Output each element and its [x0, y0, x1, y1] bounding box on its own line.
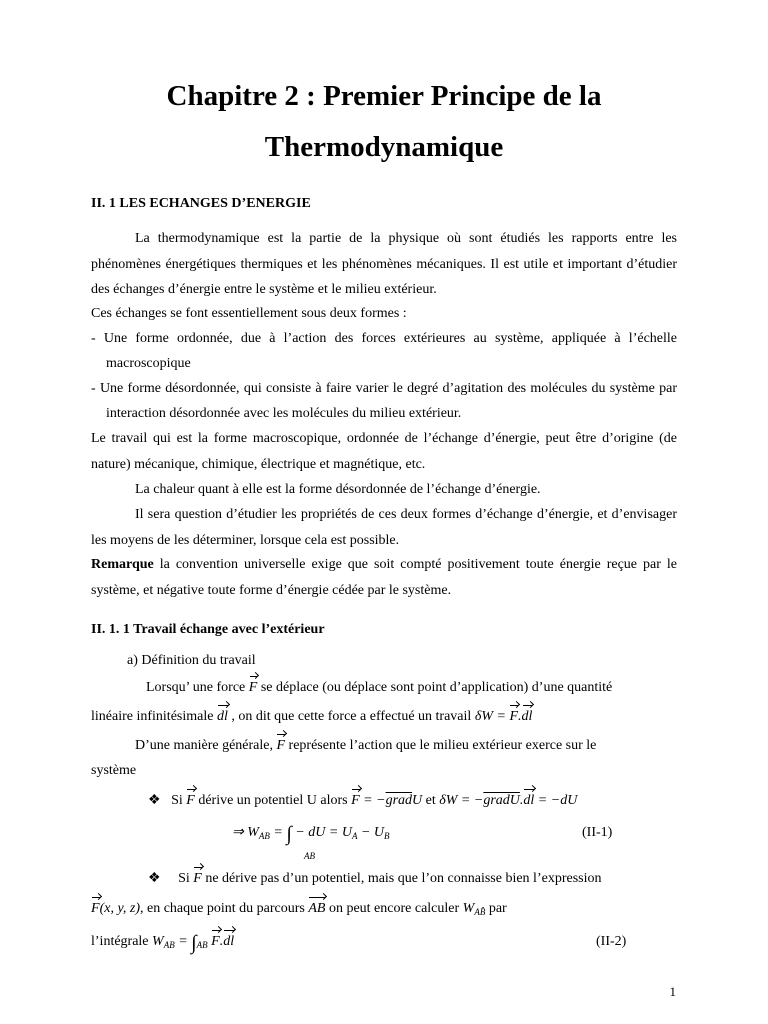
- integral-equation-2: $W_{AB} = \int_{AB}$ F.dl: [152, 932, 235, 954]
- diamond-bullet-icon: ❖: [148, 793, 161, 808]
- remark-text: la convention universelle exige que soit compté positivement toute énergie reçue par le système, et négative toute forme d’énergie cédée par le système.: [91, 557, 677, 598]
- integral-bounds: AB: [304, 851, 315, 861]
- paragraph-properties: Il sera question d’étudier les propriétés de ces deux formes d’échange d’énergie, et d’envisager les moyens de les déterminer, lorsque cela est possible.: [91, 507, 677, 548]
- definition-line-1: Lorsqu’ une force F se déplace (ou déplace sont point d’application) d’une quantité: [146, 678, 612, 698]
- bullet-disordered-form: - Une forme désordonnée, qui consiste à faire varier le degré d’agitation des molécules du système par interaction désordonnée avec les molécules du milieu extérieur.: [91, 381, 677, 421]
- force-vector-symbol: F: [249, 678, 258, 698]
- section-heading-1: II. 1 LES ECHANGES D’ENERGIE: [91, 196, 311, 211]
- diamond-bullet-icon: ❖: [148, 871, 161, 886]
- path-ab-symbol: AB: [308, 899, 325, 919]
- equation-number-2: (II-2): [596, 934, 627, 949]
- paragraph-heat: La chaleur quant à elle est la forme désordonnée de l’échange d’énergie.: [135, 482, 541, 497]
- paragraph-forms: Ces échanges se font essentiellement sous deux formes :: [91, 306, 407, 321]
- paragraph-work: Le travail qui est la forme macroscopique, ordonnée de l’échange d’énergie, peut être d’origine (de nature) mécanique, chimique, électrique et magnétique, etc.: [91, 431, 677, 472]
- displacement-vector-symbol: dl: [217, 707, 228, 727]
- title-line-1: Chapitre 2 : Premier Principe de la: [166, 80, 602, 112]
- section-heading-2: II. 1. 1 Travail échange avec l’extérieur: [91, 622, 325, 637]
- chapter-title: [90, 72, 678, 171]
- path-line: F(x, y, z), en chaque point du parcours AB on peut encore calculer $W_{AB̂}$ par: [91, 901, 507, 917]
- definition-line-2: linéaire infinitésimale dl , on dit que cette force a effectué un travail δW = F.dl: [91, 707, 532, 727]
- remark-label: Remarque: [91, 557, 154, 572]
- integral-line: l’intégrale $W_{AB} = \int_{AB}$ F.dl: [91, 932, 235, 954]
- paragraph-remark: [91, 552, 677, 603]
- general-line-1: D’une manière générale, F représente l’action que le milieu extérieur exerce sur le: [135, 736, 596, 756]
- integral-equation-1: ⇒ $W_{AB}$ = ∫ − dU = $U_A - U_B$: [232, 823, 390, 845]
- force-expression: F(x, y, z): [91, 901, 140, 916]
- list-item-no-potential: ❖ Si F ne dérive pas d’un potentiel, mais que l’on connaisse bien l’expression: [148, 869, 601, 889]
- paragraph-intro: La thermodynamique est la partie de la physique où sont étudiés les rapports entre les phénomènes énergétiques thermiques et les phénomènes mécaniques. Il est utile et important d’étudier des échanges d’énergie entre le système et le milieu extérieur.: [91, 231, 677, 297]
- title-line-2: Thermodynamique: [264, 131, 504, 163]
- page-number: 1: [669, 984, 676, 999]
- work-gradient-formula: δW = −gradU.dl = −dU: [439, 793, 577, 808]
- subheading-work-definition: a) Définition du travail: [127, 653, 256, 668]
- gradient-formula: F = −gradU: [351, 793, 422, 808]
- work-element-formula: δW = F.dl: [475, 709, 533, 724]
- list-item-potential: ❖ Si F dérive un potentiel U alors F = −gradU et δW = −gradU.dl = −dU: [148, 791, 577, 811]
- equation-number-1: (II-1): [582, 825, 613, 840]
- general-line-2: système: [91, 763, 137, 778]
- bullet-ordered-form: - Une forme ordonnée, due à l’action des forces extérieures au système, appliquée à l’échelle macroscopique: [91, 331, 677, 371]
